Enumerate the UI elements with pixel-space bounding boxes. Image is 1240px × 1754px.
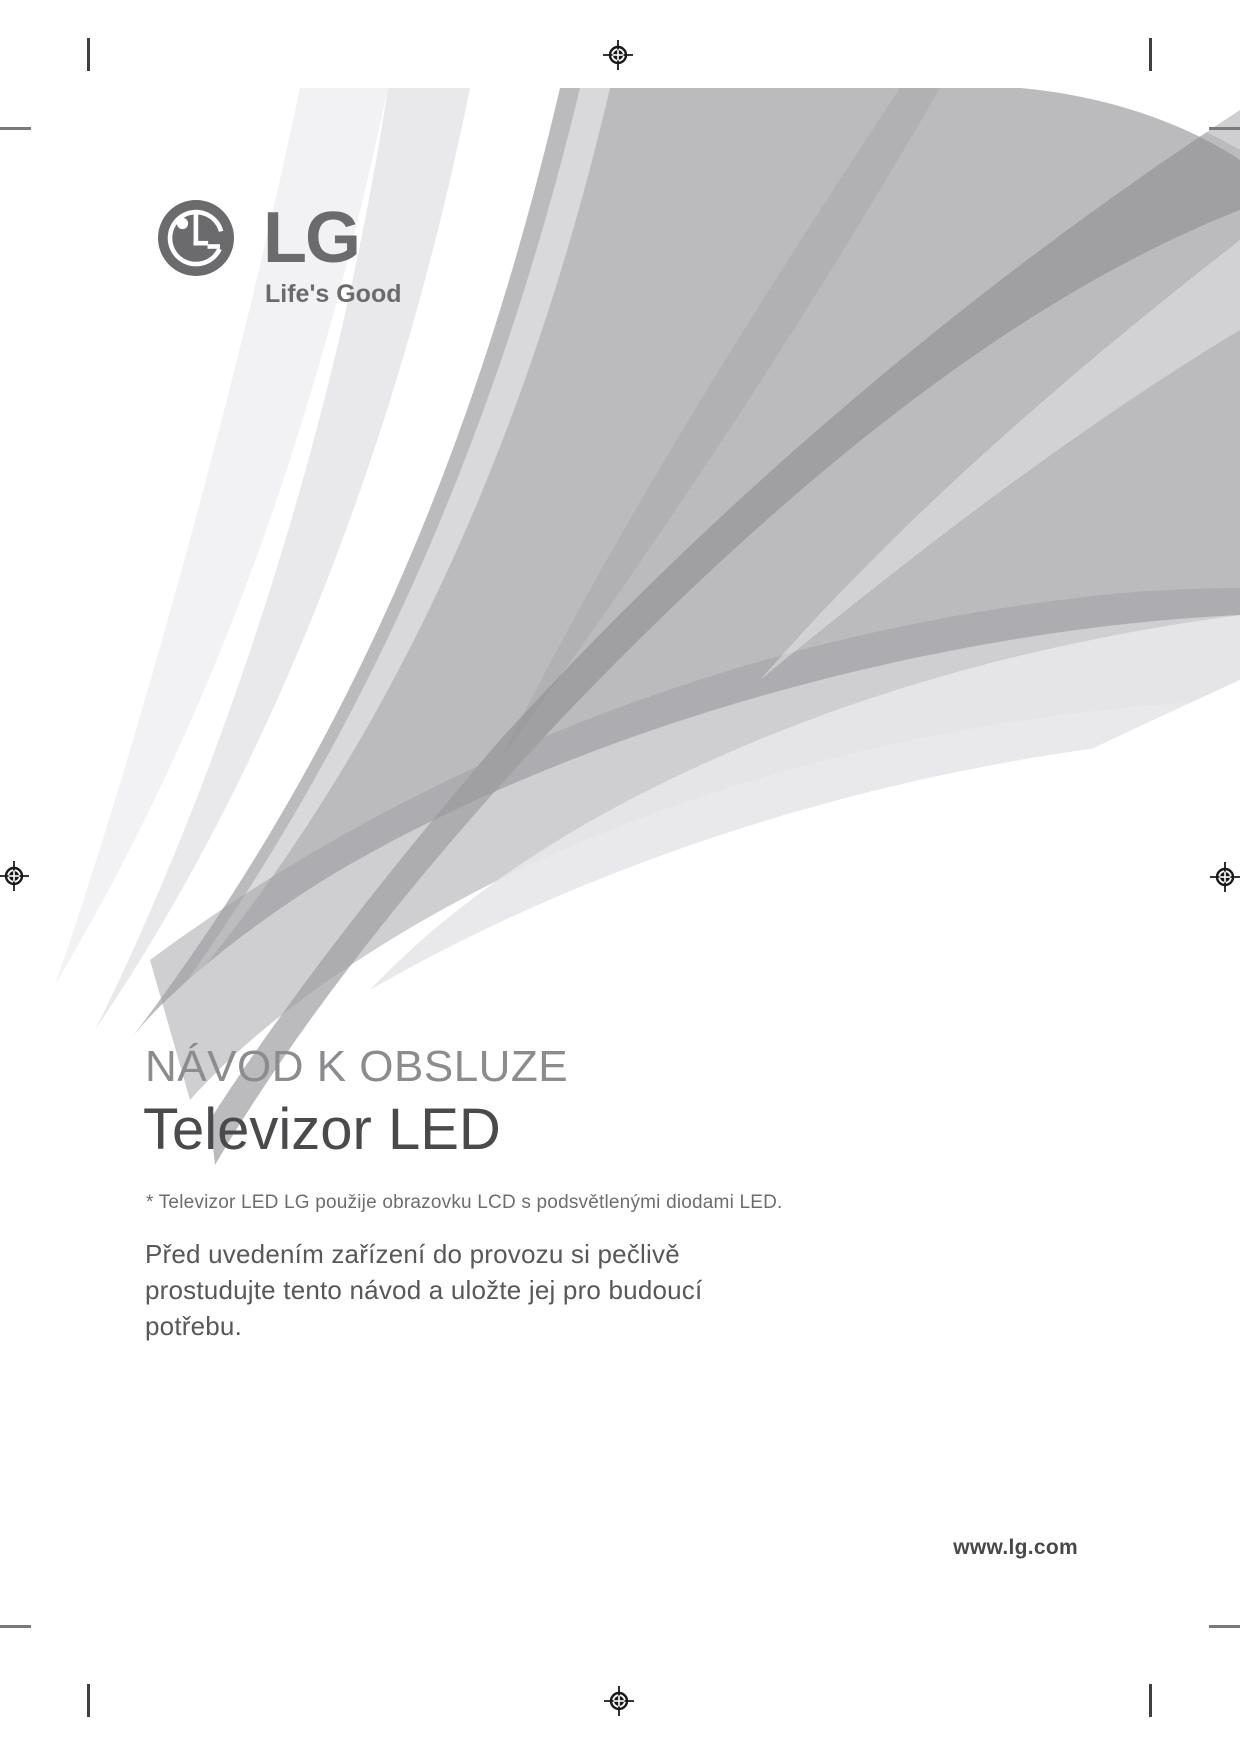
crop-mark-icon	[1149, 38, 1152, 71]
lg-logo	[157, 199, 402, 309]
crop-mark-icon	[87, 1684, 90, 1717]
intro-line: Před uvedením zařízení do provozu si pečlivě	[145, 1239, 680, 1269]
registration-mark-top-icon	[603, 40, 633, 70]
manual-title: Televizor LED	[143, 1097, 501, 1162]
crop-mark-icon	[0, 1625, 31, 1628]
intro-line: potřebu.	[145, 1311, 243, 1341]
crop-mark-icon	[87, 38, 90, 71]
lg-tagline: Life's Good	[265, 280, 402, 308]
crop-mark-icon	[0, 127, 31, 130]
crop-mark-icon	[1149, 1684, 1152, 1717]
registration-mark-bottom-icon	[604, 1686, 634, 1716]
intro-paragraph	[145, 1236, 702, 1344]
crop-mark-icon	[1209, 127, 1240, 130]
registration-mark-right-icon	[1210, 862, 1240, 892]
lg-wordmark: LG	[263, 198, 359, 278]
lg-face-emblem-icon	[157, 199, 235, 277]
website-link[interactable]: www.lg.com	[953, 1536, 1078, 1559]
crop-mark-icon	[1209, 1625, 1240, 1628]
led-footnote: * Televizor LED LG použije obrazovku LCD s podsvětlenými diodami LED.	[146, 1192, 783, 1213]
intro-line: prostudujte tento návod a uložte jej pro budoucí	[145, 1275, 703, 1305]
registration-mark-left-icon	[0, 861, 29, 891]
manual-subtitle: NÁVOD K OBSLUZE	[145, 1042, 569, 1091]
